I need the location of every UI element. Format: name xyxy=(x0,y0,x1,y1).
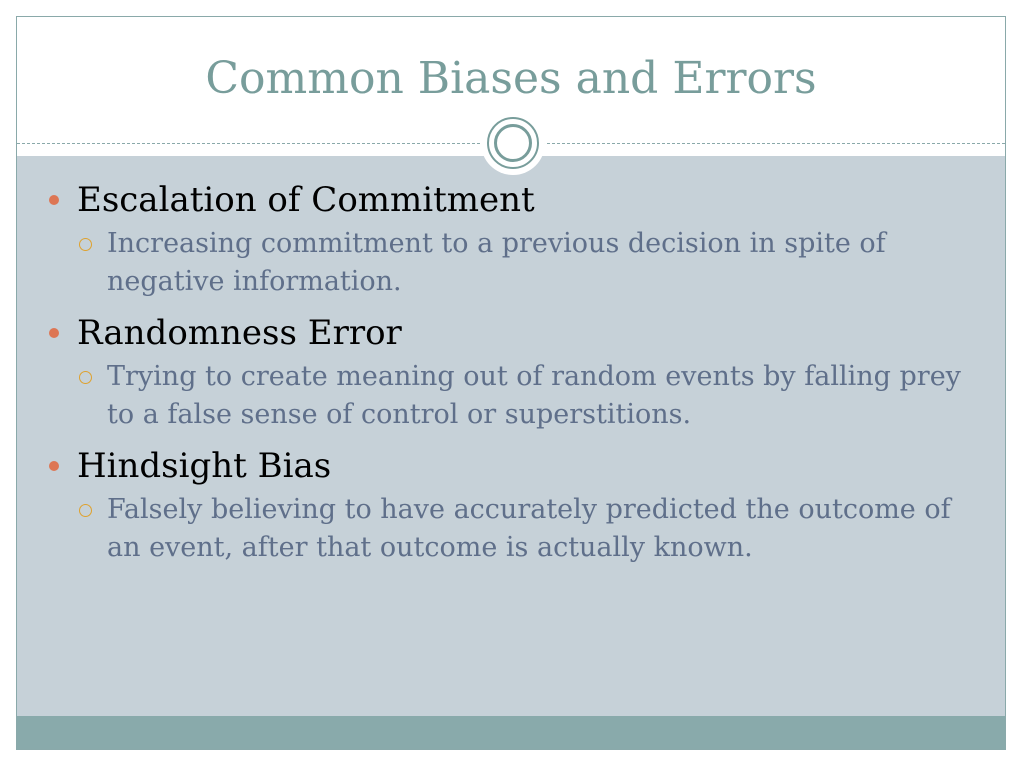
filled-circle-bullet-icon xyxy=(49,195,59,205)
hollow-circle-bullet-icon xyxy=(79,238,92,251)
footer-bar xyxy=(17,716,1005,750)
hollow-circle-bullet-icon xyxy=(79,504,92,517)
sub-bullet-item xyxy=(47,225,987,301)
bullet-item xyxy=(47,445,987,487)
bullet-heading: Randomness Error xyxy=(77,313,402,353)
bullet-detail: Increasing commitment to a previous decision in spite of negative information. xyxy=(107,228,886,297)
bullet-heading: Hindsight Bias xyxy=(77,446,332,486)
bullet-detail: Falsely believing to have accurately predicted the outcome of an event, after that outcome is actually known. xyxy=(107,494,951,563)
slide xyxy=(16,16,1006,750)
sub-bullet-item xyxy=(47,491,987,567)
bullet-heading: Escalation of Commitment xyxy=(77,180,535,220)
bullet-list xyxy=(47,179,987,578)
bullet-detail: Trying to create meaning out of random events by falling prey to a false sense of control or superstitions. xyxy=(107,361,961,430)
bullet-item xyxy=(47,179,987,221)
filled-circle-bullet-icon xyxy=(49,328,59,338)
slide-title: Common Biases and Errors xyxy=(205,53,817,104)
bullet-item xyxy=(47,312,987,354)
ornament-inner-ring xyxy=(494,124,532,162)
hollow-circle-bullet-icon xyxy=(79,371,92,384)
sub-bullet-item xyxy=(47,358,987,434)
double-ring-ornament-icon xyxy=(487,117,539,169)
filled-circle-bullet-icon xyxy=(49,461,59,471)
